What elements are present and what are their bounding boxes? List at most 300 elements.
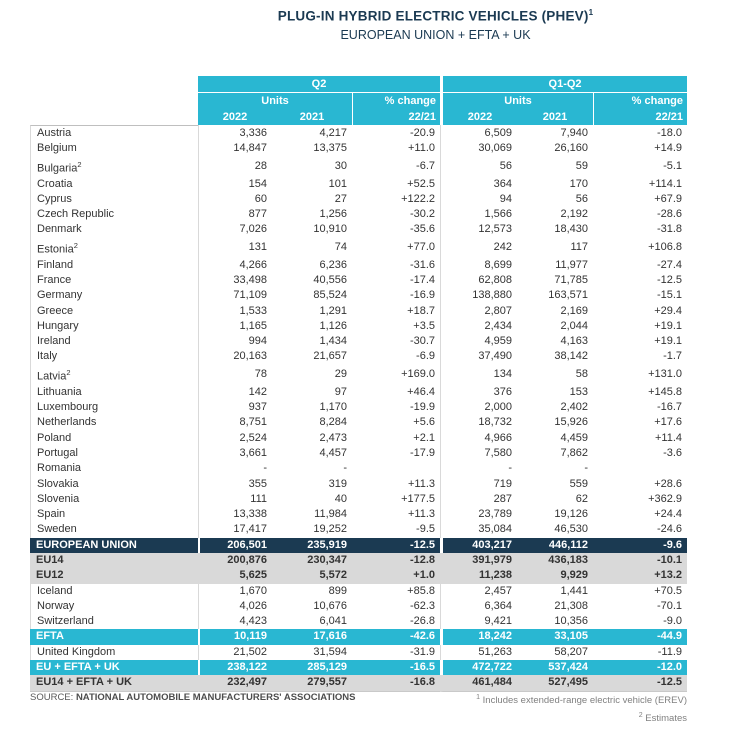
table-row <box>30 400 687 415</box>
cell-value: 1,165 <box>198 319 272 334</box>
table-row <box>30 157 687 177</box>
cell-value: -12.5 <box>593 675 687 691</box>
cell-value: 56 <box>440 157 517 177</box>
cell-value: 78 <box>198 365 272 385</box>
cell-value: 111 <box>198 492 272 507</box>
cell-value: 2,402 <box>560 401 589 414</box>
cell-value: 154 <box>198 177 272 192</box>
cell-value: 19,252 <box>313 523 347 536</box>
table-row <box>30 614 687 629</box>
footnote-2-marker: 2 <box>638 712 643 720</box>
cell-value: 279,557 <box>272 675 352 691</box>
cell-value: +2.1 <box>413 431 436 444</box>
cell-value: 26,160 <box>554 142 589 155</box>
q2-units-header: Units <box>198 93 352 109</box>
h1-2021-header: 2021 <box>517 109 593 125</box>
row-label: Norway <box>30 599 198 614</box>
cell-value: 376 <box>440 385 517 400</box>
cell-value: 1,170 <box>319 401 347 414</box>
cell-value <box>352 461 440 476</box>
cell-value: 18,732 <box>440 415 517 430</box>
cell-value: 559 <box>569 477 589 490</box>
cell-value: +52.5 <box>407 177 436 190</box>
table-row <box>30 385 687 400</box>
cell-value: 85,524 <box>313 289 347 302</box>
cell-value: 58,207 <box>554 645 589 658</box>
cell-value: +24.4 <box>654 508 683 521</box>
table-row <box>30 629 687 644</box>
row-label: France <box>30 273 198 288</box>
cell-value: 287 <box>440 492 517 507</box>
blank-cell <box>30 93 198 109</box>
row-label: Latvia$^2$ <box>30 365 198 385</box>
cell-value: 33,105 <box>517 629 593 644</box>
footnote-1-text: Includes extended-range electric vehicle (EREV) <box>482 695 687 707</box>
cell-value: 27 <box>334 192 347 205</box>
cell-value: 38,142 <box>554 350 589 363</box>
cell-value: 46,530 <box>554 523 589 536</box>
h1-ratio-header: 22/21 <box>593 109 687 125</box>
table-row <box>30 334 687 349</box>
row-label: Lithuania <box>30 385 198 400</box>
table-body <box>30 125 687 692</box>
cell-value: -62.3 <box>409 599 436 612</box>
cell-value: 40 <box>334 492 347 505</box>
cell-value: 6,041 <box>319 615 347 628</box>
cell-value: 1,670 <box>198 584 272 599</box>
row-label: Luxembourg <box>30 400 198 415</box>
cell-value: 8,284 <box>319 416 347 429</box>
cell-value: 97 <box>334 385 347 398</box>
row-label: Austria <box>30 125 198 141</box>
cell-value: +122.2 <box>401 192 436 205</box>
cell-value: 2,000 <box>440 400 517 415</box>
cell-value: 14,847 <box>198 141 272 156</box>
cell-value: 134 <box>440 365 517 385</box>
cell-value: - <box>198 461 272 476</box>
row-label: Cyprus <box>30 192 198 207</box>
table-row <box>30 177 687 192</box>
cell-value: -6.7 <box>416 159 436 172</box>
page-subtitle: EUROPEAN UNION + EFTA + UK <box>340 27 531 42</box>
cell-value: 35,084 <box>440 522 517 537</box>
h1-pct-change-header: % change <box>593 93 687 109</box>
table-row <box>30 660 687 675</box>
row-footnote-marker: 2 <box>73 240 78 250</box>
cell-value: -16.5 <box>352 660 440 675</box>
cell-value: - <box>584 462 589 475</box>
cell-value: 1,533 <box>198 304 272 319</box>
cell-value: 19,126 <box>554 508 589 521</box>
column-group-q2: Q2 <box>198 76 440 93</box>
row-label: Netherlands <box>30 415 198 430</box>
cell-value: 1,126 <box>319 319 347 332</box>
h1-units-header: Units <box>440 93 593 109</box>
cell-value: 10,676 <box>313 599 347 612</box>
cell-value: +70.5 <box>654 584 683 597</box>
cell-value: -9.6 <box>593 538 687 553</box>
cell-value: +5.6 <box>413 416 436 429</box>
report-header <box>0 8 741 42</box>
cell-value: +362.9 <box>648 492 683 505</box>
table-row <box>30 599 687 614</box>
cell-value: 8,751 <box>198 415 272 430</box>
cell-value: 206,501 <box>198 538 272 553</box>
row-label: United Kingdom <box>30 645 198 660</box>
cell-value: 12,573 <box>440 222 517 237</box>
source-name: NATIONAL AUTOMOBILE MANUFACTURERS' ASSOCIATIONS <box>75 692 356 703</box>
cell-value: +19.1 <box>654 335 683 348</box>
cell-value: +106.8 <box>648 241 683 254</box>
cell-value: 51,263 <box>440 645 517 660</box>
row-label: Sweden <box>30 522 198 537</box>
cell-value: 17,417 <box>198 522 272 537</box>
table-row <box>30 207 687 222</box>
table-row <box>30 365 687 385</box>
cell-value: 71,785 <box>554 273 589 286</box>
row-label: Estonia$^2$ <box>30 238 198 258</box>
table-row <box>30 645 687 660</box>
cell-value: -17.9 <box>409 446 436 459</box>
source-line <box>30 692 355 703</box>
row-label: Spain <box>30 507 198 522</box>
q2-2021-header: 2021 <box>272 109 352 125</box>
cell-value: 527,495 <box>517 675 593 691</box>
table-row <box>30 141 687 156</box>
cell-value: -3.6 <box>663 446 683 459</box>
cell-value: 4,459 <box>560 431 589 444</box>
page-title <box>130 8 741 24</box>
cell-value: 4,959 <box>440 334 517 349</box>
row-label: Finland <box>30 258 198 273</box>
row-label: Poland <box>30 431 198 446</box>
row-label: Slovakia <box>30 477 198 492</box>
table-row <box>30 222 687 237</box>
cell-value: 74 <box>334 241 347 254</box>
table-row <box>30 553 687 568</box>
cell-value: 11,984 <box>314 508 347 521</box>
cell-value: 7,940 <box>560 126 589 139</box>
table-row <box>30 477 687 492</box>
cell-value: 2,044 <box>560 319 589 332</box>
cell-value: 10,119 <box>198 629 272 644</box>
row-label: Portugal <box>30 446 198 461</box>
cell-value: +11.3 <box>407 477 436 490</box>
cell-value: 4,217 <box>319 126 347 139</box>
cell-value: 60 <box>198 192 272 207</box>
cell-value: +3.5 <box>413 319 436 332</box>
cell-value: 232,497 <box>198 675 272 691</box>
cell-value: 13,375 <box>313 142 347 155</box>
cell-value: -12.8 <box>352 553 440 568</box>
cell-value: +1.0 <box>352 568 440 583</box>
cell-value: -30.2 <box>409 208 436 221</box>
table-header <box>30 76 687 125</box>
cell-value: 6,509 <box>440 125 517 141</box>
row-label: Czech Republic <box>30 207 198 222</box>
cell-value: 2,524 <box>198 431 272 446</box>
cell-value: 242 <box>440 238 517 258</box>
cell-value: 7,580 <box>440 446 517 461</box>
row-label: Germany <box>30 288 198 303</box>
q2-pct-change-header: % change <box>352 93 440 109</box>
cell-value: -31.8 <box>656 223 683 236</box>
cell-value: -31.9 <box>409 645 436 658</box>
cell-value: -10.1 <box>593 553 687 568</box>
cell-value: 163,571 <box>548 289 589 302</box>
table-row <box>30 304 687 319</box>
cell-value: 21,502 <box>198 645 272 660</box>
cell-value: 4,457 <box>319 446 347 459</box>
cell-value: -15.1 <box>656 289 683 302</box>
cell-value: 62 <box>575 492 589 505</box>
column-group-q1-q2: Q1-Q2 <box>440 76 687 93</box>
table-row <box>30 258 687 273</box>
header-units-row <box>30 93 687 109</box>
cell-value: 238,122 <box>198 660 272 675</box>
cell-value: +131.0 <box>648 368 683 381</box>
country-column-header-blank <box>30 76 198 93</box>
footnote-2-text: Estimates <box>645 713 687 725</box>
cell-value: 319 <box>328 477 347 490</box>
cell-value: 537,424 <box>517 660 593 675</box>
cell-value: 230,347 <box>272 553 352 568</box>
row-label: Hungary <box>30 319 198 334</box>
cell-value: 719 <box>440 477 517 492</box>
row-label: Romania <box>30 461 198 476</box>
cell-value: +11.3 <box>407 508 436 521</box>
cell-value: +11.4 <box>655 431 683 444</box>
table-row <box>30 238 687 258</box>
cell-value: -24.6 <box>656 523 683 536</box>
cell-value: 142 <box>198 385 272 400</box>
cell-value: +18.7 <box>407 304 436 317</box>
cell-value: 59 <box>575 159 589 172</box>
table-row <box>30 415 687 430</box>
cell-value: 11,977 <box>555 258 589 271</box>
cell-value: 2,807 <box>440 304 517 319</box>
cell-value: 37,490 <box>440 349 517 364</box>
cell-value: -17.4 <box>409 273 436 286</box>
cell-value: 170 <box>569 177 589 190</box>
cell-value: 1,566 <box>440 207 517 222</box>
table-row <box>30 431 687 446</box>
cell-value: 3,661 <box>198 446 272 461</box>
cell-value: +14.9 <box>654 142 683 155</box>
cell-value: +114.1 <box>648 177 683 190</box>
cell-value: 56 <box>575 192 589 205</box>
cell-value: - <box>343 462 347 475</box>
cell-value: 937 <box>198 400 272 415</box>
cell-value: -12.5 <box>352 538 440 553</box>
table-row <box>30 273 687 288</box>
table-row <box>30 319 687 334</box>
cell-value: 30 <box>334 159 347 172</box>
table-row <box>30 125 687 141</box>
cell-value: -42.6 <box>352 629 440 644</box>
cell-value: 18,430 <box>554 223 589 236</box>
cell-value: 877 <box>198 207 272 222</box>
cell-value: +28.6 <box>654 477 683 490</box>
cell-value: 8,699 <box>440 258 517 273</box>
cell-value: 131 <box>198 238 272 258</box>
cell-value: - <box>440 461 517 476</box>
cell-value: -19.9 <box>409 401 436 414</box>
cell-value: 2,434 <box>440 319 517 334</box>
cell-value: -6.9 <box>416 350 436 363</box>
row-footnote-marker: 2 <box>66 367 71 377</box>
row-label: Italy <box>30 349 198 364</box>
cell-value: 4,266 <box>198 258 272 273</box>
cell-value: -11.9 <box>657 645 683 658</box>
cell-value: 1,291 <box>319 304 347 317</box>
cell-value: 94 <box>440 192 517 207</box>
table-row <box>30 507 687 522</box>
h1-2022-header: 2022 <box>440 109 517 125</box>
cell-value: 153 <box>569 385 589 398</box>
cell-value: -9.5 <box>416 523 436 536</box>
cell-value: -26.8 <box>409 615 436 628</box>
cell-value: 3,336 <box>198 125 272 141</box>
cell-value: -12.5 <box>656 273 683 286</box>
cell-value: 436,183 <box>517 553 593 568</box>
row-label: Bulgaria$^2$ <box>30 157 198 177</box>
cell-value: -70.1 <box>656 599 683 612</box>
cell-value: 1,256 <box>319 208 347 221</box>
cell-value: 28 <box>198 157 272 177</box>
title-footnote-marker: 1 <box>588 8 594 17</box>
cell-value: +29.4 <box>654 304 683 317</box>
row-label: Greece <box>30 304 198 319</box>
cell-value: 10,356 <box>554 615 589 628</box>
cell-value: 1,434 <box>319 335 347 348</box>
cell-value: 30,069 <box>440 141 517 156</box>
table-row <box>30 522 687 537</box>
cell-value: 11,238 <box>440 568 517 583</box>
cell-value: 472,722 <box>440 660 517 675</box>
header-band-row <box>30 76 687 93</box>
cell-value: -16.9 <box>409 289 436 302</box>
row-label: EU14 + EFTA + UK <box>30 675 198 691</box>
cell-value: -20.9 <box>409 126 436 139</box>
q2-2022-header: 2022 <box>198 109 272 125</box>
phev-data-table <box>30 76 687 692</box>
table-row <box>30 584 687 599</box>
cell-value <box>593 461 687 476</box>
cell-value: -16.8 <box>352 675 440 691</box>
cell-value: 6,364 <box>440 599 517 614</box>
cell-value: 17,616 <box>272 629 352 644</box>
cell-value: 13,338 <box>198 507 272 522</box>
cell-value: 4,026 <box>198 599 272 614</box>
cell-value: 101 <box>328 177 347 190</box>
cell-value: 9,421 <box>440 614 517 629</box>
cell-value: 7,026 <box>198 222 272 237</box>
cell-value: +145.8 <box>648 385 683 398</box>
row-label: Switzerland <box>30 614 198 629</box>
cell-value: +177.5 <box>401 492 436 505</box>
cell-value: -5.1 <box>663 159 683 172</box>
table-row <box>30 538 687 553</box>
header-years-row <box>30 109 687 125</box>
cell-value: 23,789 <box>440 507 517 522</box>
cell-value: +13.2 <box>593 568 687 583</box>
table-row <box>30 461 687 476</box>
cell-value: 5,625 <box>198 568 272 583</box>
cell-value: -16.7 <box>656 401 683 414</box>
source-prefix: SOURCE: <box>30 692 74 703</box>
cell-value: 18,242 <box>440 629 517 644</box>
q2-ratio-header: 22/21 <box>352 109 440 125</box>
row-label: Belgium <box>30 141 198 156</box>
cell-value: -18.0 <box>656 126 683 139</box>
table-row <box>30 192 687 207</box>
row-label: EUROPEAN UNION <box>30 538 198 553</box>
row-label: EU + EFTA + UK <box>30 660 198 675</box>
cell-value: 58 <box>575 368 589 381</box>
cell-value: 461,484 <box>440 675 517 691</box>
cell-value: +85.8 <box>407 584 436 597</box>
table-row <box>30 492 687 507</box>
row-label: Ireland <box>30 334 198 349</box>
cell-value: 446,112 <box>517 538 593 553</box>
row-label: EU14 <box>30 553 198 568</box>
cell-value: -27.4 <box>656 258 683 271</box>
cell-value: 117 <box>570 241 589 254</box>
row-label: EU12 <box>30 568 198 583</box>
cell-value: 31,594 <box>313 645 347 658</box>
cell-value: 20,163 <box>198 349 272 364</box>
cell-value: +19.1 <box>654 319 683 332</box>
row-label: Croatia <box>30 177 198 192</box>
cell-value: 6,236 <box>319 258 347 271</box>
cell-value: 33,498 <box>198 273 272 288</box>
cell-value: 5,572 <box>272 568 352 583</box>
footnotes <box>476 690 687 726</box>
cell-value: 4,966 <box>440 431 517 446</box>
cell-value: +17.6 <box>654 416 683 429</box>
cell-value: 62,808 <box>440 273 517 288</box>
cell-value: 403,217 <box>440 538 517 553</box>
cell-value: 40,556 <box>313 273 347 286</box>
cell-value: 7,862 <box>560 446 589 459</box>
cell-value: 235,919 <box>272 538 352 553</box>
footnote-1 <box>476 690 687 708</box>
cell-value: 9,929 <box>517 568 593 583</box>
cell-value: 200,876 <box>198 553 272 568</box>
page-title-text: PLUG-IN HYBRID ELECTRIC VEHICLES (PHEV) <box>277 8 589 24</box>
cell-value: 1,441 <box>560 584 589 597</box>
cell-value: -31.6 <box>409 258 436 271</box>
cell-value: -35.6 <box>409 223 436 236</box>
cell-value: -1.7 <box>663 350 683 363</box>
cell-value: 10,910 <box>313 223 347 236</box>
table-row <box>30 568 687 583</box>
cell-value: 21,308 <box>554 599 589 612</box>
cell-value: +11.0 <box>407 142 436 155</box>
cell-value: -44.9 <box>593 629 687 644</box>
footnote-2 <box>476 708 687 726</box>
row-label: EFTA <box>30 629 198 644</box>
cell-value: 2,457 <box>440 584 517 599</box>
table-row <box>30 349 687 364</box>
cell-value: 994 <box>198 334 272 349</box>
cell-value: +169.0 <box>401 368 436 381</box>
cell-value: 71,109 <box>198 288 272 303</box>
cell-value: 364 <box>440 177 517 192</box>
cell-value: +46.4 <box>407 385 436 398</box>
cell-value: 899 <box>328 584 347 597</box>
